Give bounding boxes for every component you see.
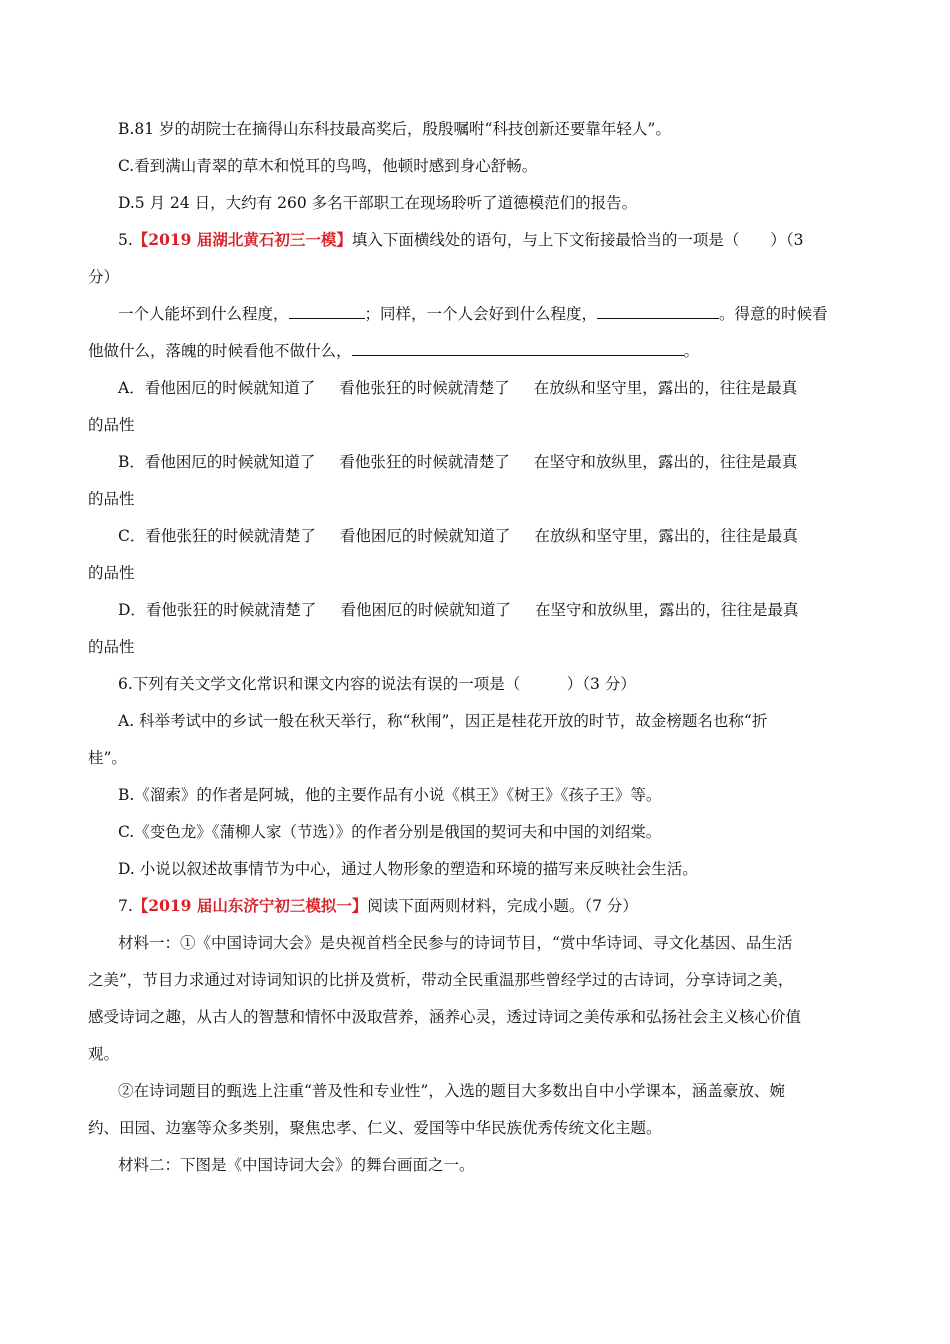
q5-option-a: A．看他困厄的时候就知道了 看他张狂的时候就清楚了 在放纵和坚守里，露出的，往往是最真 <box>118 379 798 397</box>
q7-material1-line3: 感受诗词之趣，从古人的智慧和情怀中汲取营养，涵养心灵，透过诗词之美传承和弘扬社会主义核心价值 <box>88 1008 802 1026</box>
q7-material1-line1: 材料一：①《中国诗词大会》是央视首档全民参与的诗词节目，“赏中华诗词、寻文化基因、品生活 <box>118 934 793 952</box>
q6-option-a: A. 科举考试中的乡试一般在秋天举行，称“秋闱”，因正是桂花开放的时节，故金榜题名也称“折 <box>118 712 768 730</box>
q7-source-tag: 【2019 届山东济宁初三模拟一】 <box>132 896 368 915</box>
q5-source-tag: 【2019 届湖北黄石初三一模】 <box>132 230 352 249</box>
q4-option-c: C.看到满山青翠的草木和悦耳的鸟鸣，他顿时感到身心舒畅。 <box>118 157 538 175</box>
q7-material1-line2: 之美”，节目力求通过对诗词知识的比拼及赏析，带动全民重温那些曾经学过的古诗词，分享诗词之美， <box>88 971 794 989</box>
q6-stem: 6.下列有关文学文化常识和课文内容的说法有误的一项是（ ）（3 分） <box>118 675 636 693</box>
q5-option-d: D．看他张狂的时候就清楚了 看他困厄的时候就知道了 在坚守和放纵里，露出的，往往是最真 <box>118 601 799 619</box>
q7-material1-line4: 观。 <box>88 1045 120 1063</box>
q4-option-d: D.5 月 24 日，大约有 260 多名干部职工在现场聆听了道德模范们的报告。 <box>118 194 638 212</box>
q5-option-c-cont: 的品性 <box>88 564 135 582</box>
q7-material2: 材料二：下图是《中国诗词大会》的舞台画面之一。 <box>118 1156 475 1174</box>
blank-2 <box>597 304 719 319</box>
q7-stem: 阅读下面两则材料，完成小题。（7 分） <box>367 897 638 915</box>
q5-stem: 填入下面横线处的语句，与上下文衔接最恰当的一项是（ ）（3 <box>351 231 804 249</box>
blank-1 <box>289 304 365 319</box>
q7-material1b-line2: 约、田园、边塞等众多类别，聚焦忠孝、仁义、爱国等中华民族优秀传统文化主题。 <box>88 1119 662 1137</box>
blank-3 <box>352 341 684 356</box>
q5-option-b: B．看他困厄的时候就知道了 看他张狂的时候就清楚了 在坚守和放纵里，露出的，往往是最真 <box>118 453 798 471</box>
q6-option-c: C.《变色龙》《蒲柳人家（节选）》的作者分别是俄国的契诃夫和中国的刘绍棠。 <box>118 823 662 841</box>
q7-material1b-line1: ②在诗词题目的甄选上注重“普及性和专业性”，入选的题目大多数出自中小学课本，涵盖豪放、婉 <box>118 1082 785 1100</box>
q5-option-b-cont: 的品性 <box>88 490 135 508</box>
q5-option-c: C．看他张狂的时候就清楚了 看他困厄的时候就知道了 在放纵和坚守里，露出的，往往是最真 <box>118 527 798 545</box>
q6-option-d: D. 小说以叙述故事情节为中心，通过人物形象的塑造和环境的描写来反映社会生活。 <box>118 860 698 878</box>
q5-passage-line1: 一个人能坏到什么程度， ；同样，一个人会好到什么程度， 。得意的时候看 <box>118 305 828 323</box>
q5-stem-cont: 分） <box>88 268 120 286</box>
q6-option-b: B.《溜索》的作者是阿城，他的主要作品有小说《棋王》《树王》《孩子王》等。 <box>118 786 662 804</box>
q5-option-d-cont: 的品性 <box>88 638 135 656</box>
q6-option-a-cont: 桂”。 <box>88 749 127 767</box>
q5-number: 5. <box>118 231 133 249</box>
q5-option-a-cont: 的品性 <box>88 416 135 434</box>
q5-passage-line2: 他做什么，落魄的时候看他不做什么， 。 <box>88 342 700 360</box>
q7-stem-line <box>118 896 638 916</box>
q5-stem-line <box>118 230 803 250</box>
q4-option-b: B.81 岁的胡院士在摘得山东科技最高奖后，殷殷嘱咐“科技创新还要靠年轻人”。 <box>118 120 671 138</box>
q7-number: 7. <box>118 897 133 915</box>
